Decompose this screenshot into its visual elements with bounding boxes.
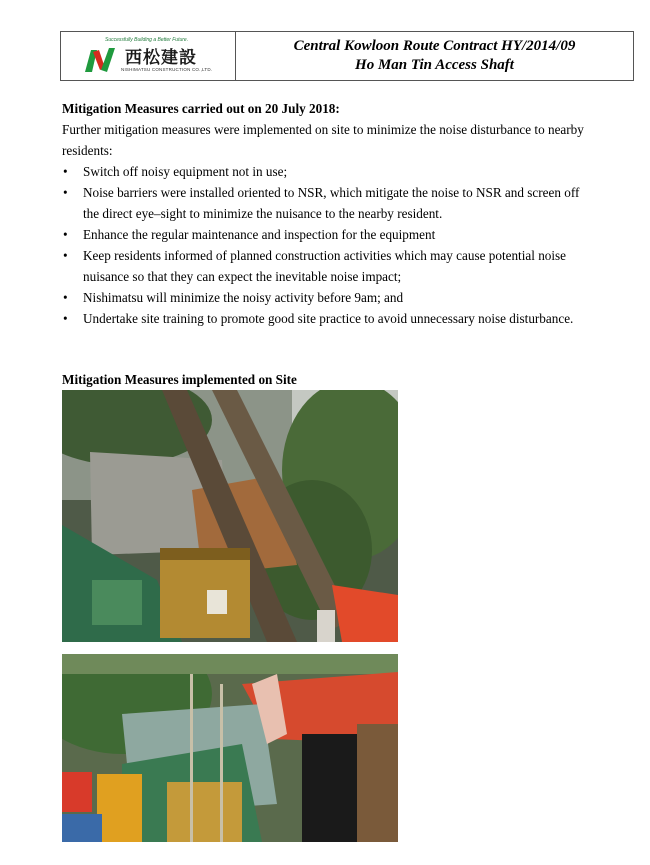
photos-heading: Mitigation Measures implemented on Site [62,372,297,387]
company-logo [61,32,236,80]
measures-list [62,161,592,329]
list-item: • Undertake site training to promote good site practice to avoid unnecessary noise disturbance. [62,308,592,329]
page-header [60,31,634,81]
site-photo-1 [62,390,398,642]
list-item: • Keep residents informed of planned construction activities which may cause potential noise nuisance so that they can expect the inevitable noise impact; [62,245,592,287]
list-item: • Enhance the regular maintenance and inspection for the equipment [62,224,592,245]
site-photo-2 [62,654,398,842]
mitigation-section [62,98,592,329]
logo-name-cn: 西松建設 [125,48,197,68]
logo-name-en: NISHIMATSU CONSTRUCTION CO.,LTD. [121,67,213,72]
section-heading: Mitigation Measures carried out on 20 July 2018: [62,101,340,116]
title-line-2: Ho Man Tin Access Shaft [355,57,514,73]
list-item: • Nishimatsu will minimize the noisy activity before 9am; and [62,287,592,308]
section-intro: Further mitigation measures were implemented on site to minimize the noise disturbance to nearby residents: [62,122,584,158]
title-line-1: Central Kowloon Route Contract HY/2014/09 [293,38,576,54]
logo-tagline: Successfully Building a Better Future. [105,37,189,43]
list-item: • Switch off noisy equipment not in use; [62,161,592,182]
document-title [236,32,633,80]
nishimatsu-logo-mark-icon [83,44,121,74]
list-item: • Noise barriers were installed oriented to NSR, which mitigate the noise to NSR and screen off the direct eye–sight to minimize the nuisance to the nearby resident. [62,182,592,224]
